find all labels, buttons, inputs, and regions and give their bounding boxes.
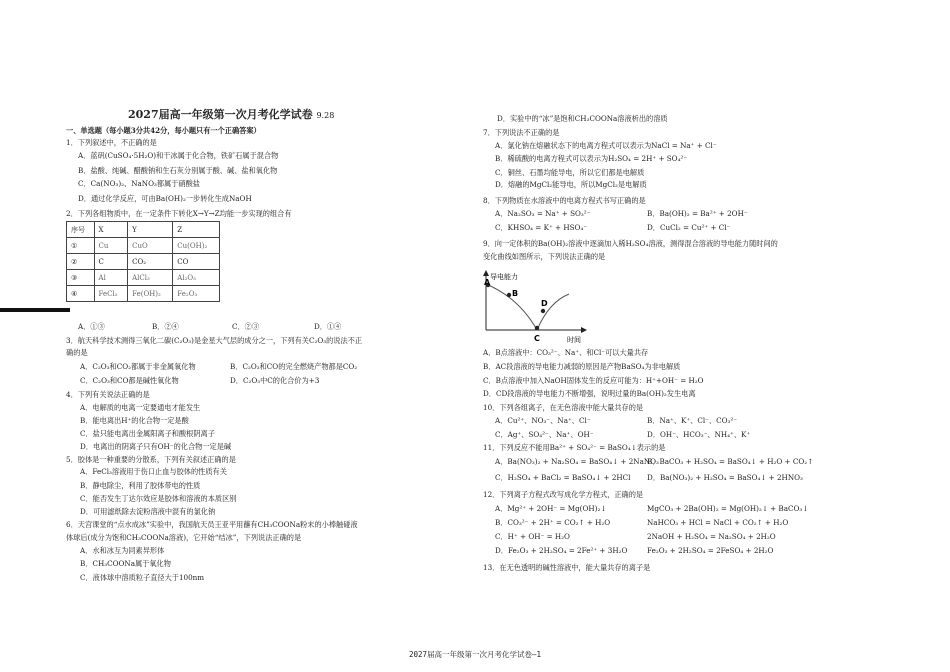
table-cell: AlCl₃ <box>128 270 173 286</box>
q8-option-d: D．CuCl₂ = Cu²⁺ + Cl⁻ <box>647 223 731 232</box>
point-b <box>507 293 511 297</box>
x-axis-label: 时间 <box>567 336 581 344</box>
table-row <box>67 238 220 254</box>
table-cell: ④ <box>67 286 95 302</box>
q2-option-c: C．②③ <box>232 322 260 331</box>
q4-option-c: C．盐只能电离出金属阳离子和酸根阴离子 <box>80 429 215 438</box>
q12-option-b-ionic: B．CO₃²⁻ + 2H⁺ = CO₂↑ + H₂O <box>495 518 611 527</box>
q8-stem: 8．下列物质在水溶液中的电离方程式书写正确的是 <box>483 196 646 205</box>
q8-option-b: B．Ba(OH)₂ = Ba²⁺ + 2OH⁻ <box>647 209 748 218</box>
title-text: 2027届高一年级第一次月考化学试卷 <box>128 108 313 121</box>
q4-stem: 4．下列有关说法正确的是 <box>66 390 150 399</box>
table-cell: C <box>94 254 128 270</box>
q2-option-d: D．①④ <box>314 322 342 331</box>
table-cell: FeCl₂ <box>94 286 128 302</box>
table-row <box>67 286 220 302</box>
q9-option-b: B．AC段溶液的导电能力减弱的原因是产物BaSO₄为非电解质 <box>483 362 681 371</box>
q5-option-d: D．可用滤纸除去淀粉溶液中混有的氯化钠 <box>80 507 216 516</box>
q8-option-a: A．Na₂SO₃ = Na⁺ + SO₃²⁻ <box>495 209 591 218</box>
q11-stem: 11．下列反应不能用Ba²⁺ + SO₄²⁻ = BaSO₄↓表示的是 <box>483 443 666 452</box>
table-cell: Cu(OH)₂ <box>173 238 220 254</box>
q3-option-d: D．C₂O₃中C的化合价为+3 <box>230 376 320 385</box>
table-cell: Al <box>94 270 128 286</box>
table-header-row <box>67 222 220 238</box>
q6-stem-line2: 体球后(成分为饱和CH₃COONa溶液)，它开始“结冰”，下列说法正确的是 <box>66 533 302 542</box>
q10-option-d: D．OH⁻、HCO₃⁻、NH₄⁺、K⁺ <box>647 430 751 439</box>
y-axis-label: 导电能力 <box>490 273 518 281</box>
table-cell: CuO <box>128 238 173 254</box>
binding-mark <box>0 308 70 312</box>
q12-stem: 12．下列离子方程式改写成化学方程式，正确的是 <box>483 490 644 499</box>
q7-stem: 7．下列说法不正确的是 <box>483 128 560 137</box>
q1-option-d: D．通过化学反应，可由Ba(OH)₂一步转化生成NaOH <box>78 194 252 203</box>
q5-option-a: A．FeCl₃溶液用于伤口止血与胶体的性质有关 <box>80 467 227 476</box>
q3-stem-line2: 确的是 <box>66 348 88 357</box>
q2-option-a: A．①③ <box>78 322 105 331</box>
table-header: Z <box>173 222 220 238</box>
q12-option-b-molecular: NaHCO₃ + HCl = NaCl + CO₂↑ + H₂O <box>647 518 789 527</box>
table-cell: Al₂O₃ <box>173 270 220 286</box>
table-row <box>67 254 220 270</box>
q4-option-d: D．电离出的阴离子只有OH⁻的化合物一定是碱 <box>80 442 232 451</box>
q6-option-d: D．实验中的“冰”是饱和CH₃COONa溶液析出的溶质 <box>497 114 668 123</box>
table-header: 序号 <box>67 222 95 238</box>
q6-option-c: C．液体球中溶质粒子直径大于100nm <box>80 573 205 582</box>
conductivity-graph <box>483 262 593 346</box>
table-cell: ① <box>67 238 95 254</box>
q10-option-a: A．Cu²⁺、NO₃⁻、Na⁺、Cl⁻ <box>495 416 591 425</box>
q13-stem: 13．在无色透明的碱性溶液中，能大量共存的离子是 <box>483 563 651 572</box>
q7-option-b: B．稀硫酸的电离方程式可以表示为H₂SO₄ = 2H⁺ + SO₄²⁻ <box>495 154 688 163</box>
point-c <box>535 326 539 330</box>
q9-stem-line1: 9．向一定体积的Ba(OH)₂溶液中逐滴加入稀H₂SO₄溶液，测得混合溶液的导电能力随时间的 <box>483 239 778 248</box>
q12-option-d-molecular: Fe₂O₃ + 2H₂SO₄ = 2FeSO₄ + 2H₂O <box>647 546 774 555</box>
q5-option-b: B．静电除尘，利用了胶体带电的性质 <box>80 481 201 490</box>
x-axis-arrow-icon <box>581 327 587 333</box>
point-d <box>541 309 545 313</box>
point-b-label: B <box>512 289 519 298</box>
q7-option-d: D．熔融的MgCl₂能导电，所以MgCl₂是电解质 <box>495 180 647 189</box>
table-row <box>67 270 220 286</box>
q12-option-c-ionic: C．H⁺ + OH⁻ = H₂O <box>495 532 570 541</box>
exam-title <box>128 110 334 120</box>
table-header: Y <box>128 222 173 238</box>
q12-option-a-molecular: MgCO₃ + 2Ba(OH)₂ = Mg(OH)₂↓ + BaCO₃↓ <box>647 504 809 513</box>
q3-option-b: B．C₂O₃和CO的完全燃烧产物都是CO₂ <box>230 362 358 371</box>
q7-option-a: A．氯化钠在熔融状态下的电离方程式可以表示为NaCl = Na⁺ + Cl⁻ <box>495 141 717 150</box>
q9-option-d: D．CD段溶液的导电能力不断增强，说明过量的Ba(OH)₂发生电离 <box>483 389 696 398</box>
table-cell: CO <box>173 254 220 270</box>
table-cell: ② <box>67 254 95 270</box>
exam-date: 9.28 <box>316 111 335 120</box>
q1-stem: 1．下列叙述中，不正确的是 <box>66 138 157 147</box>
q12-option-a-ionic: A．Mg²⁺ + 2OH⁻ = Mg(OH)₂↓ <box>495 504 607 513</box>
y-axis-arrow-icon <box>483 270 489 276</box>
q9-stem-line2: 变化曲线如图所示，下列说法正确的是 <box>483 252 606 261</box>
q1-option-b: B．盐酸、纯碱、醋酸钠和生石灰分别属于酸、碱、盐和氧化物 <box>78 166 278 175</box>
q4-option-a: A．电解质的电离一定要通电才能发生 <box>80 403 201 412</box>
q6-option-a: A．水和冰互为同素异形体 <box>80 546 165 555</box>
q1-option-c: C．Ca(NO₃)₂、NaNO₃都属于硝酸盐 <box>78 179 200 188</box>
q10-option-c: C．Ag⁺、SO₄²⁻、Na⁺、OH⁻ <box>495 430 594 439</box>
table-cell: Fe₂O₃ <box>173 286 220 302</box>
point-d-label: D <box>541 299 548 308</box>
table-header: X <box>94 222 128 238</box>
q3-option-a: A．C₂O₃和CO₂都属于非金属氧化物 <box>80 362 196 371</box>
table-cell: CO₂ <box>128 254 173 270</box>
table-cell: ③ <box>67 270 95 286</box>
table-cell: Cu <box>94 238 128 254</box>
point-c-label: C <box>534 334 540 343</box>
q5-option-c: C．能否发生丁达尔效应是胶体和溶液的本质区别 <box>80 494 237 503</box>
q6-option-b: B．CH₃COONa属于氧化物 <box>80 559 171 568</box>
q2-table <box>66 221 220 302</box>
point-a-label: A <box>484 278 491 287</box>
q1-option-a: A．蓝矾(CuSO₄·5H₂O)和干冰属于化合物，铁矿石属于混合物 <box>78 151 279 160</box>
q11-option-a: A．Ba(NO₃)₂ + Na₂SO₄ = BaSO₄↓ + 2NaNO₃ <box>495 457 659 466</box>
q2-stem: 2．下列各组物质中，在一定条件下转化X→Y→Z均能一步实现的组合有 <box>66 209 292 218</box>
q3-stem-line1: 3．航天科学技术测得三氧化二碳(C₂O₃)是金星大气层的成分之一，下列有关C₂O₃的说法不正 <box>66 336 363 345</box>
q7-option-c: C．铜丝、石墨均能导电，所以它们都是电解质 <box>495 168 645 177</box>
q11-option-b: B．BaCO₃ + H₂SO₄ = BaSO₄↓ + H₂O + CO₂↑ <box>647 457 814 466</box>
q2-option-b: B．②④ <box>152 322 179 331</box>
q10-option-b: B．Na⁺、K⁺、Cl⁻、CO₃²⁻ <box>647 416 738 425</box>
q12-option-c-molecular: 2NaOH + H₂SO₄ = Na₂SO₄ + 2H₂O <box>647 532 776 541</box>
q8-option-c: C．KHSO₄ = K⁺ + HSO₄⁻ <box>495 223 588 232</box>
section-heading: 一、单选题（每小题3分共42分，每小题只有一个正确答案） <box>66 126 261 135</box>
q12-option-d-ionic: D．Fe₂O₃ + 2H₂SO₄ = 2Fe²⁺ + 3H₂O <box>495 546 628 555</box>
q5-stem: 5．胶体是一种重要的分散系，下列有关叙述正确的是 <box>66 455 236 464</box>
page-footer: 2027届高一年级第一次月考化学试卷—1 <box>408 650 542 659</box>
table-cell: Fe(OH)₂ <box>128 286 173 302</box>
q11-option-c: C．H₂SO₄ + BaCl₂ = BaSO₄↓ + 2HCl <box>495 473 631 482</box>
q9-option-a: A．B点溶液中：CO₃²⁻、Na⁺、和Cl⁻可以大量共存 <box>483 348 649 357</box>
q11-option-d: D．Ba(NO₃)₂ + H₂SO₄ = BaSO₄↓ + 2HNO₃ <box>647 473 803 482</box>
q3-option-c: C．C₂O₃和CO都是碱性氧化物 <box>80 376 179 385</box>
q10-stem: 10．下列各组离子，在无色溶液中能大量共存的是 <box>483 403 644 412</box>
q6-stem-line1: 6．天宫课堂的“点水成冰”实验中，我国航天员王亚平用蘸有CH₃COONa粉末的小棒触碰液 <box>66 520 358 529</box>
q4-option-b: B．能电离出H⁺的化合物一定是酸 <box>80 416 189 425</box>
q9-option-c: C．B点溶液中加入NaOH固体发生的反应可能为：H⁺+OH⁻ = H₂O <box>483 376 704 385</box>
